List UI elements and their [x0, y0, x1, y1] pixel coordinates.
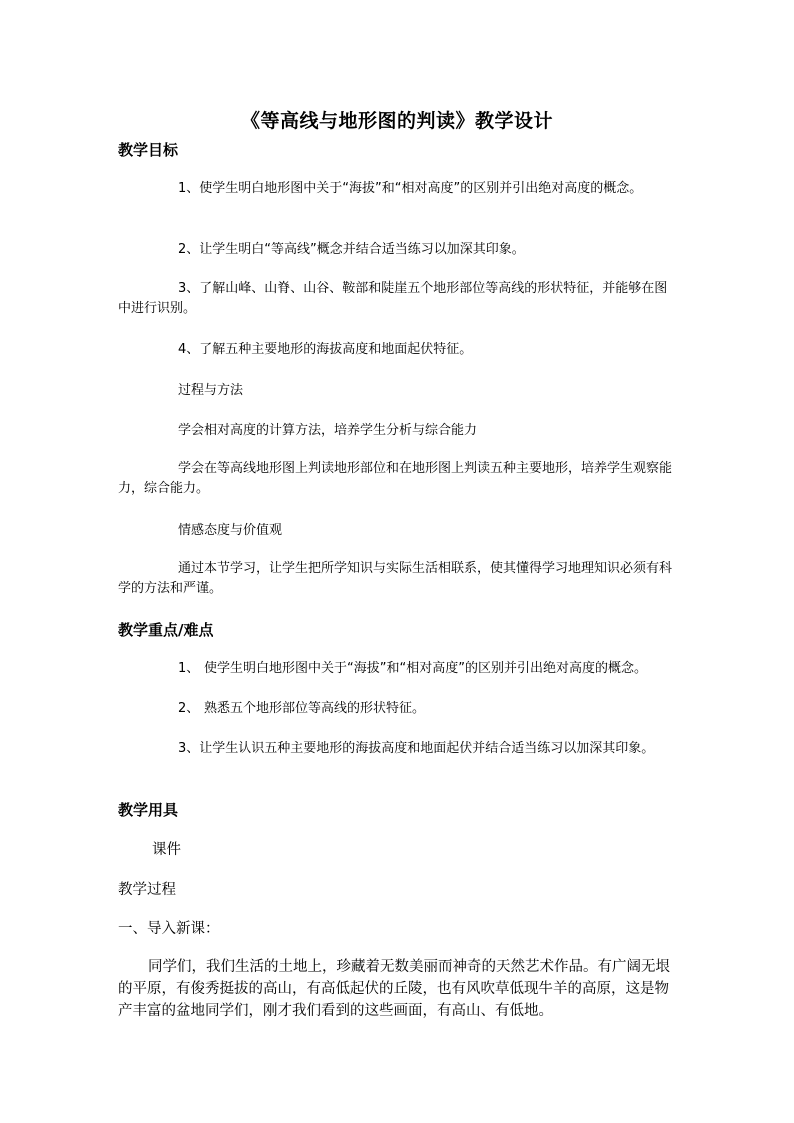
objective-2: 2、让学生明白“等高线”概念并结合适当练习以加深其印象。 [178, 242, 525, 257]
key-point-2-text: 熟悉五个地形部位等高线的形状特征。 [204, 701, 426, 716]
heading-key-points: 教学重点/难点 [118, 621, 214, 639]
objective-1: 1、使学生明白地形图中关于“海拔”和“相对高度”的区别并引出绝对高度的概念。 [178, 181, 643, 196]
heading-process: 教学过程 [118, 882, 176, 898]
objective-4: 4、了解五种主要地形的海拔高度和地面起伏特征。 [178, 342, 473, 357]
key-point-1-number: 1、 [178, 661, 200, 676]
emotion-heading: 情感态度与价值观 [178, 523, 283, 538]
process-method-text-2: 学会在等高线地形图上判读地形部位和在地形图上判读五种主要地形，培养学生观察能力，综合能力。 [118, 461, 673, 496]
process-method-heading: 过程与方法 [178, 383, 244, 398]
intro-heading: 一、导入新课： [118, 921, 220, 937]
process-method-text-1: 学会相对高度的计算方法，培养学生分析与综合能力 [178, 423, 478, 438]
key-point-2 [178, 699, 678, 719]
emotion-text: 通过本节学习，让学生把所学知识与实际生活相联系，使其懂得学习地理知识必须有科学的方法和严谨。 [118, 561, 673, 596]
intro-text: 同学们，我们生活的土地上，珍藏着无数美丽而神奇的天然艺术作品。有广阔无垠的平原，有俊秀挺拔的高山，有高低起伏的丘陵，也有风吹草低现牛羊的高原，这是物产丰富的盆地同学们，刚才我们看到的这些画面，有高山、有低地。 [118, 959, 670, 1019]
key-point-2-number: 2、 [178, 701, 200, 716]
tools-text: 课件 [152, 842, 181, 858]
document-title: 《等高线与地形图的判读》教学设计 [240, 110, 553, 132]
objective-3: 3、了解山峰、山脊、山谷、鞍部和陡崖五个地形部位等高线的形状特征，并能够在图中进行识别。 [118, 281, 668, 316]
key-point-3: 3、让学生认识五种主要地形的海拔高度和地面起伏并结合适当练习以加深其印象。 [178, 741, 655, 756]
heading-tools: 教学用具 [118, 801, 179, 819]
key-point-1-text: 使学生明白地形图中关于“海拔”和“相对高度”的区别并引出绝对高度的概念。 [204, 661, 647, 676]
key-point-1 [178, 659, 678, 679]
heading-objectives: 教学目标 [118, 141, 179, 159]
